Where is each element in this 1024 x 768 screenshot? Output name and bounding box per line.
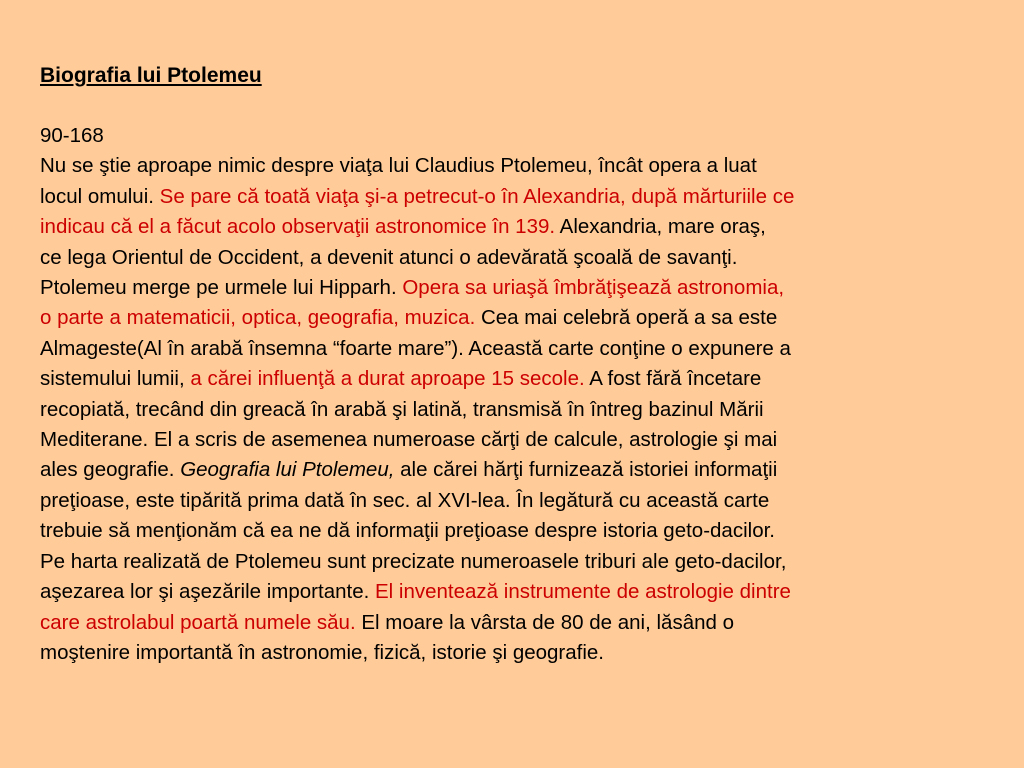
body-line — [40, 212, 990, 242]
body-line — [40, 303, 990, 333]
body-text-segment: A fost fără încetare — [584, 367, 762, 391]
body-text-segment: ce lega Orientul de Occident, a devenit atunci o adevărată şcoală de savanţi. — [40, 245, 738, 269]
body-text-segment: trebuie să menţionăm că ea ne dă informaţii preţioase despre istoria geto-dacilor. — [40, 519, 775, 543]
highlighted-text: a cărei influenţă a durat aproape 15 secole. — [190, 367, 585, 391]
highlighted-text: Opera sa uriaşă îmbrăţişează astronomia, — [402, 276, 785, 300]
body-text-segment: El moare la vârsta de 80 de ani, lăsând o — [355, 610, 735, 634]
body-text-segment: Ptolemeu merge pe urmele lui Hipparh. — [40, 276, 403, 300]
body-line — [40, 182, 990, 212]
body-text-segment: ale cărei hărţi furnizează istoriei informaţii — [394, 458, 778, 482]
highlighted-text: El inventează instrumente de astrologie dintre — [375, 580, 791, 604]
highlighted-text: o parte a matematicii, optica, geografia, muzica. — [40, 306, 476, 330]
body-line — [40, 364, 990, 394]
body-line — [40, 486, 990, 516]
body-line — [40, 395, 990, 425]
biography-body — [40, 151, 990, 668]
body-line — [40, 151, 990, 181]
body-text-segment: Nu se ştie aproape nimic despre viaţa lui Claudius Ptolemeu, încât opera a luat — [40, 154, 757, 178]
body-line — [40, 425, 990, 455]
body-text-segment: preţioase, este tipărită prima dată în sec. al XVI-lea. În legătură cu această carte — [40, 488, 770, 512]
body-text-segment: Cea mai celebră operă a sa este — [475, 306, 778, 330]
highlighted-text: indicau că el a făcut acolo observaţii astronomice în 139. — [40, 215, 556, 239]
body-text-segment: Mediterane. El a scris de asemenea numeroase cărţi de calcule, astrologie şi mai — [40, 428, 778, 452]
body-line — [40, 516, 990, 546]
body-line — [40, 273, 990, 303]
body-line — [40, 455, 990, 485]
page-title: Biografia lui Ptolemeu — [40, 64, 262, 87]
body-line — [40, 608, 990, 638]
book-title-text: Geografia lui Ptolemeu, — [180, 458, 395, 482]
body-text-segment: aşezarea lor şi aşezările importante. — [40, 580, 375, 604]
body-line — [40, 577, 990, 607]
body-line — [40, 547, 990, 577]
body-text-segment: sistemului lumii, — [40, 367, 191, 391]
body-text-segment: ales geografie. — [40, 458, 181, 482]
body-line — [40, 243, 990, 273]
body-line — [40, 334, 990, 364]
body-line — [40, 638, 990, 668]
body-text-segment: recopiată, trecând din greacă în arabă şi latină, transmisă în întreg bazinul Mării — [40, 397, 764, 421]
lifespan-years: 90-168 — [40, 124, 104, 147]
body-text-segment: Almageste(Al în arabă însemna “foarte mare”). Această carte conţine o expunere a — [40, 336, 791, 360]
slide-content — [40, 61, 990, 668]
body-text-segment: Alexandria, mare oraş, — [555, 215, 766, 239]
body-text-segment: locul omului. — [40, 184, 160, 208]
highlighted-text: Se pare că toată viaţa şi-a petrecut-o în Alexandria, după mărturiile ce — [159, 184, 795, 208]
body-text-segment: Pe harta realizată de Ptolemeu sunt precizate numeroasele triburi ale geto-dacilor, — [40, 549, 787, 573]
highlighted-text: care astrolabul poartă numele său. — [40, 610, 356, 634]
body-text-segment: moştenire importantă în astronomie, fizică, istorie şi geografie. — [40, 640, 605, 664]
